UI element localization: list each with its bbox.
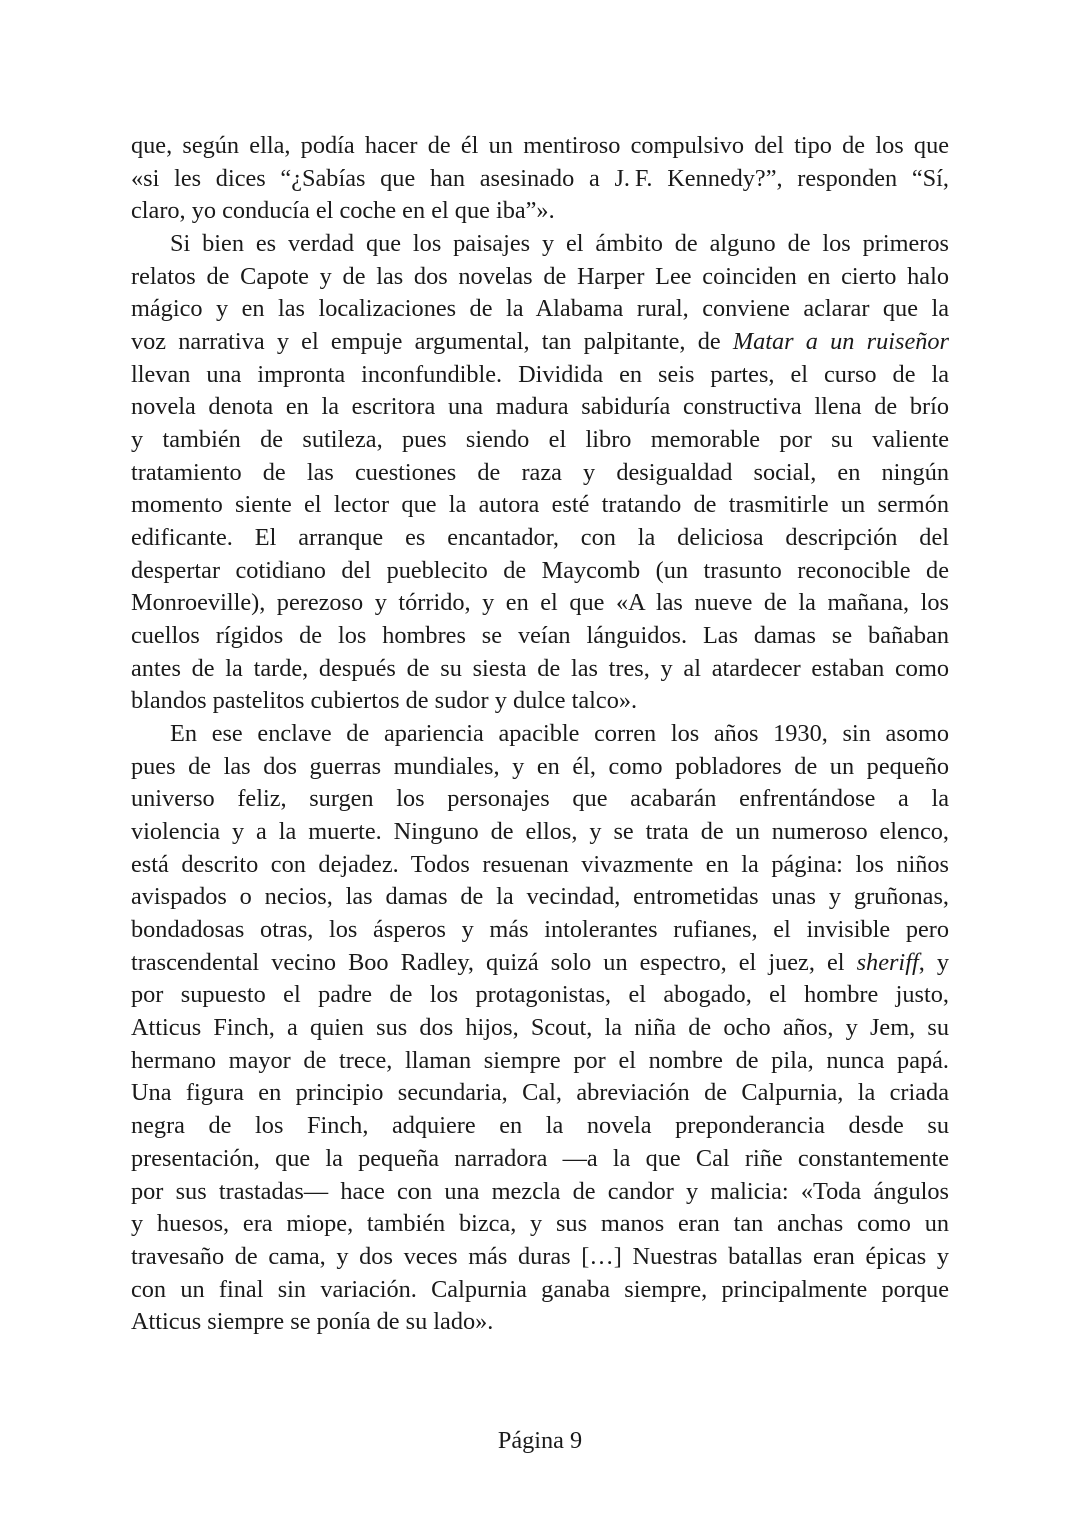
text-line [131,1110,949,1143]
text-line [131,1176,949,1209]
text-line [131,326,949,359]
text-line [131,849,949,882]
text-line [131,359,949,392]
text-segment: bondadosas otras, los ásperos y más intolerantes rufianes, el invisible pero [131,916,949,944]
text-segment: y huesos, era miope, también bizca, y sus manos eran tan anchas como un [131,1210,949,1238]
text-segment: Una figura en principio secundaria, Cal, abreviación de Calpurnia, la criada [131,1079,949,1107]
text-line [131,979,949,1012]
text-line [131,555,949,588]
text-segment: cuellos rígidos de los hombres se veían lánguidos. Las damas se bañaban [131,622,949,650]
text-line [131,1045,949,1078]
text-segment: trascendental vecino Boo Radley, quizá solo un espectro, el juez, el [131,948,857,976]
text-line [131,391,949,424]
text-segment: y también de sutileza, pues siendo el libro memorable por su valiente [131,426,949,454]
italic-text: sheriff [856,948,919,976]
text-line [131,1012,949,1045]
text-line [131,1274,949,1307]
paragraph [131,718,949,1339]
text-line [131,522,949,555]
text-line [131,130,949,163]
text-line [131,489,949,522]
text-segment: novela denota en la escritora una madura sabiduría constructiva llena de brío [131,393,949,421]
text-segment: «si les dices “¿Sabías que han asesinado a J. F. Kennedy?”, responden “Sí, [131,164,949,192]
text-segment: está descrito con dejadez. Todos resuenan vivazmente en la página: los niños [131,850,949,878]
text-line [131,914,949,947]
italic-text: Matar a un ruiseñor [732,328,949,356]
text-line [131,293,949,326]
text-segment: Si bien es verdad que los paisajes y el ámbito de alguno de los primeros [170,230,949,258]
text-line [131,816,949,849]
text-segment: por supuesto el padre de los protagonistas, el abogado, el hombre justo, [131,981,949,1009]
text-line [131,1077,949,1110]
text-segment: Monroeville), perezoso y tórrido, y en el que «A las nueve de la mañana, los [131,589,949,617]
text-line [131,947,949,980]
text-segment: con un final sin variación. Calpurnia ganaba siempre, principalmente porque [131,1275,949,1303]
text-line [131,587,949,620]
paragraph [131,130,949,228]
text-segment: hermano mayor de trece, llaman siempre por el nombre de pila, nunca papá. [131,1046,949,1074]
text-segment: voz narrativa y el empuje argumental, tan palpitante, de [131,328,733,356]
text-segment: Atticus Finch, a quien sus dos hijos, Scout, la niña de ocho años, y Jem, su [131,1014,949,1042]
text-segment: antes de la tarde, después de su siesta de las tres, y al atardecer estaban como [131,654,949,682]
text-line [131,1241,949,1274]
page-body [131,130,949,1339]
text-segment: , y [918,948,949,976]
text-segment: mágico y en las localizaciones de la Alabama rural, conviene aclarar que la [131,295,949,323]
text-line [131,881,949,914]
text-line [131,685,949,718]
text-segment: por sus trastadas— hace con una mezcla de candor y malicia: «Toda ángulos [131,1177,949,1205]
text-segment: tratamiento de las cuestiones de raza y desigualdad social, en ningún [131,458,949,486]
paragraph [131,228,949,718]
text-segment: despertar cotidiano del pueblecito de Maycomb (un trasunto reconocible de [131,556,949,584]
text-segment: relatos de Capote y de las dos novelas de Harper Lee coinciden en cierto halo [131,262,949,290]
text-segment: edificante. El arranque es encantador, con la deliciosa descripción del [131,524,949,552]
text-segment: Atticus siempre se ponía de su lado». [131,1308,494,1336]
text-line [131,228,949,261]
text-segment: presentación, que la pequeña narradora —a la que Cal riñe constantemente [131,1144,949,1172]
text-line [131,457,949,490]
text-segment: travesaño de cama, y dos veces más duras […] Nuestras batallas eran épicas y [131,1242,949,1270]
text-line [131,1143,949,1176]
text-line [131,1208,949,1241]
text-segment: llevan una impronta inconfundible. Dividida en seis partes, el curso de la [131,360,949,388]
text-segment: que, según ella, podía hacer de él un mentiroso compulsivo del tipo de los que [131,132,949,159]
text-segment: universo feliz, surgen los personajes que acabarán enfrentándose a la [131,785,949,813]
text-line [131,620,949,653]
text-segment: claro, yo conducía el coche en el que iba”». [131,197,555,225]
page-number: Página 9 [497,1427,583,1454]
text-line [131,653,949,686]
text-segment: pues de las dos guerras mundiales, y en él, como pobladores de un pequeño [131,752,949,780]
text-line [131,1306,949,1339]
text-line [131,718,949,751]
text-line [131,195,949,228]
text-segment: En ese enclave de apariencia apacible corren los años 1930, sin asomo [170,720,949,748]
text-segment: violencia y a la muerte. Ninguno de ellos, y se trata de un numeroso elenco, [131,818,949,846]
text-segment: blandos pastelitos cubiertos de sudor y dulce talco». [131,687,638,715]
text-segment: momento siente el lector que la autora esté tratando de trasmitirle un sermón [131,491,949,519]
text-line [131,783,949,816]
text-segment: avispados o necios, las damas de la vecindad, entrometidas unas y gruñonas, [131,883,949,911]
text-line [131,163,949,196]
text-segment: negra de los Finch, adquiere en la novela preponderancia desde su [131,1112,949,1140]
text-line [131,261,949,294]
text-line [131,424,949,457]
text-line [131,751,949,784]
